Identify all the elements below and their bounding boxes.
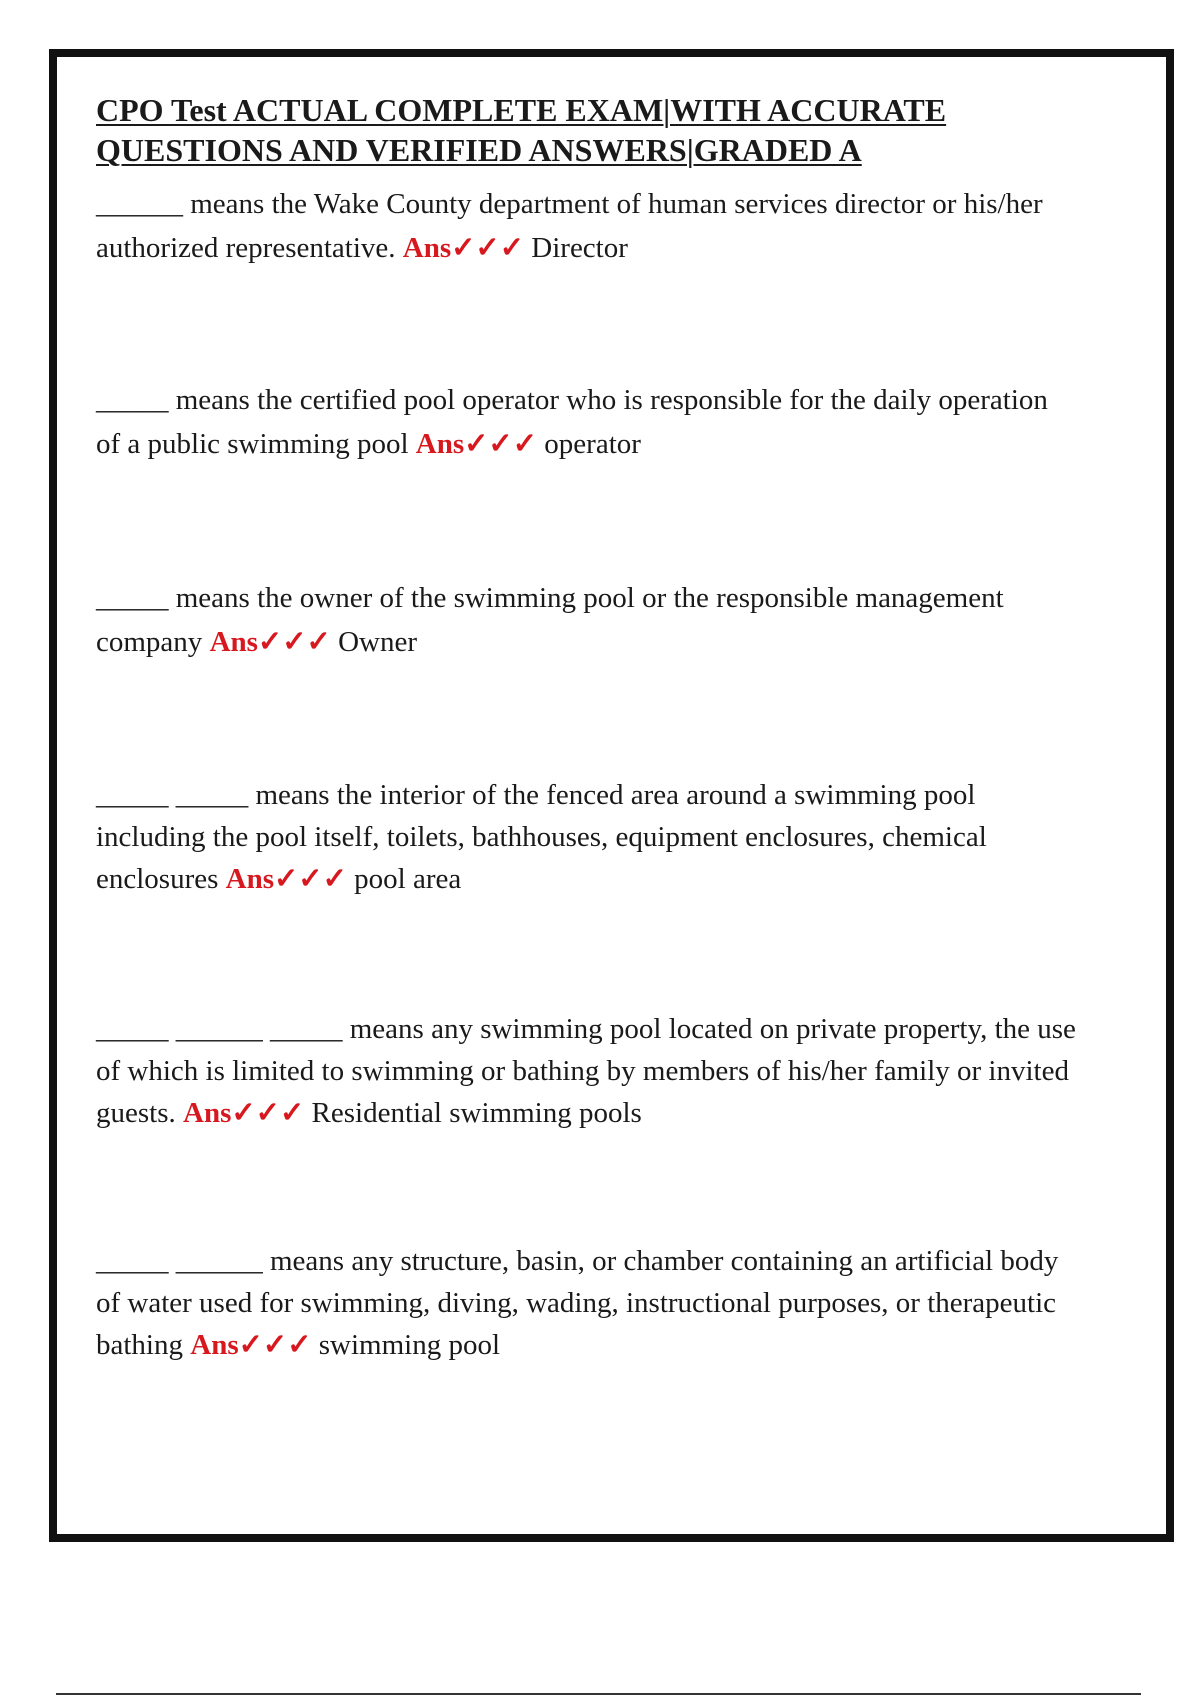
answer-text: swimming pool — [318, 1329, 501, 1361]
answer-marker: Ans✓✓✓ — [190, 1329, 312, 1361]
qa-item — [96, 182, 1076, 270]
answer-text: Owner — [338, 626, 417, 658]
answer-text: Director — [531, 232, 628, 264]
answer-marker: Ans✓✓✓ — [209, 626, 331, 658]
question-text: _____ _____ means the interior of the fenced area around a swimming pool including the pool itself, toilets, bathhouses, equipment enclosures, chemical enclosures — [96, 779, 987, 895]
qa-item — [96, 1240, 1076, 1366]
title-line-1: CPO Test ACTUAL COMPLETE EXAM|WITH ACCURATE — [96, 92, 947, 128]
question-text: _____ ______ _____ means any swimming pool located on private property, the use of which is limited to swimming or bathing by members of his/her family or invited guests. — [96, 1013, 1076, 1129]
answer-marker: Ans✓✓✓ — [415, 428, 538, 460]
document-content — [96, 90, 1076, 1366]
answer-text: Residential swimming pools — [311, 1097, 642, 1129]
document-title — [96, 90, 1076, 170]
qa-item — [96, 576, 1076, 664]
qa-item — [96, 774, 1076, 900]
answer-marker: Ans✓✓✓ — [225, 863, 347, 895]
answer-text: operator — [544, 428, 641, 460]
qa-item — [96, 1008, 1076, 1134]
answer-marker: Ans✓✓✓ — [402, 232, 525, 264]
title-line-2: QUESTIONS AND VERIFIED ANSWERS|GRADED A — [96, 132, 862, 168]
qa-item — [96, 378, 1076, 466]
question-text: _____ ______ means any structure, basin, or chamber containing an artificial body of water used for swimming, diving, wading, instructional purposes, or therapeutic bathing — [96, 1245, 1059, 1361]
bottom-divider — [56, 1693, 1141, 1695]
answer-text: pool area — [354, 863, 462, 895]
question-text: ______ means the Wake County department of human services director or his/her authorized representative. — [96, 188, 1043, 264]
question-text: _____ means the owner of the swimming pool or the responsible management company — [96, 582, 1004, 658]
question-text: _____ means the certified pool operator who is responsible for the daily operation of a public swimming pool — [96, 384, 1048, 460]
answer-marker: Ans✓✓✓ — [183, 1097, 305, 1129]
